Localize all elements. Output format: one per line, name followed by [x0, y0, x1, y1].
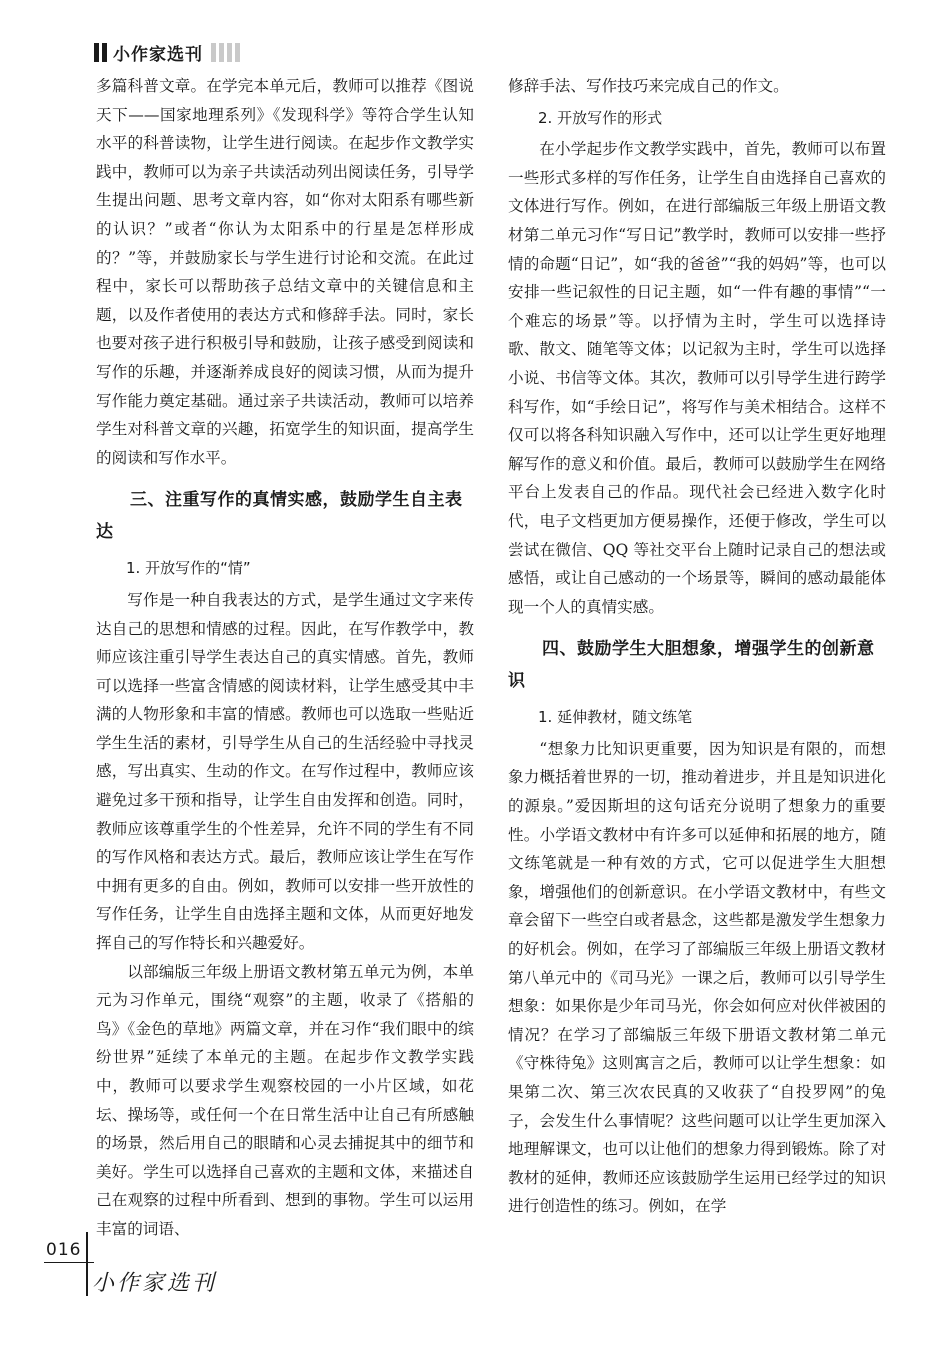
- subsection-heading: 2. 开放写作的形式: [538, 108, 663, 127]
- footer-divider: [86, 1232, 88, 1296]
- body-paragraph: 以部编版三年级上册语文教材第五单元为例，本单元为习作单元，围绕“观察”的主题，收录了《搭船的鸟》《金色的草地》两篇文章，并在习作“我们眼中的缤纷世界”延续了本单元的主题。在起步作文教学实践中，教师可以要求学生观察校园的一小片区域，如花坛、操场等，或任何一个在日常生活中让自己有所感触的场景，然后用自己的眼睛和心灵去捕捉其中的细节和美好。学生可以选择自己喜欢的主题和文体，来描述自己在观察的过程中所看到、想到的事物。学生可以运用丰富的词语、: [96, 962, 474, 1238]
- section-heading: 四、鼓励学生大胆想象，增强学生的创新意识: [508, 639, 875, 692]
- body-paragraph: 写作是一种自我表达的方式，是学生通过文字来传达自己的思想和情感的过程。因此，在写作教学中，教师应该注重引导学生表达自己的真实情感。首先，教师可以选择一些富含情感的阅读材料，让学生感受其中丰满的人物形象和丰富的情感。教师也可以选取一些贴近学生生活的素材，引导学生从自己的生活经验中寻找灵感，写出真实、生动的作文。在写作过程中，教师应该避免过多干预和指导，让学生自由发挥和创造。同时，教师应该尊重学生的个性差异，允许不同的学生有不同的写作风格和表达方式。最后，教师应该让学生在写作中拥有更多的自由。例如，教师可以安排一些开放性的写作任务，让学生自由选择主题和文体，从而更好地发挥自己的写作特长和兴趣爱好。: [96, 590, 474, 953]
- subsection-heading: 1. 延伸教材，随文练笔: [538, 708, 693, 727]
- body-paragraph: 在小学起步作文教学实践中，首先，教师可以布置一些形式多样的写作任务，让学生自由选择自己喜欢的文体进行写作。例如，在进行部编版三年级上册语文教材第二单元习作“写日记”教学时，教师可以安排一些抒情的命题“日记”，如“我的爸爸”“我的妈妈”等，也可以安排一些记叙性的日记主题，如“一件有趣的事情”“一个难忘的场景”等。以抒情为主时，学生可以选择诗歌、散文、随笔等文体；以记叙为主时，学生可以选择小说、书信等文体。其次，教师可以引导学生进行跨学科写作，如“手绘日记”，将写作与美术相结合。这样不仅可以将各科知识融入写作中，还可以让学生更好地理解写作的意义和价值。最后，教师可以鼓励学生在网络平台上发表自己的作品。现代社会已经进入数字化时代，电子文档更加方便易操作，还便于修改，学生可以尝试在微信、QQ 等社交平台上随时记录自己的想法或感悟，或让自己感动的一个场景等，瞬间的感动最能体现一个人的真情实感。: [508, 140, 886, 616]
- header-bars-right: [211, 43, 240, 62]
- left-column: [96, 72, 474, 1244]
- journal-title: 小作家选刊: [113, 44, 203, 65]
- footer-logo: 小作家选刊: [92, 1271, 218, 1296]
- header-bars-left: [94, 43, 107, 62]
- body-paragraph: “想象力比知识更重要，因为知识是有限的，而想象力概括着世界的一切，推动着进步，并且是知识进化的源泉。”爱因斯坦的这句话充分说明了想象力的重要性。小学语文教材中有许多可以延伸和拓展的地方，随文练笔就是一种有效的方式，它可以促进学生大胆想象，增强他们的创新意识。在小学语文教材中，有些文章会留下一些空白或者悬念，这些都是激发学生想象力的好机会。例如，在学习了部编版三年级上册语文教材第八单元中的《司马光》一课之后，教师可以引导学生想象：如果你是少年司马光，你会如何应对伙伴被困的情况？在学习了部编版三年级下册语文教材第二单元《守株待兔》这则寓言之后，教师可以让学生想象：如果第二次、第三次农民真的又收获了“自投罗网”的兔子，会发生什么事情呢？这些问题可以让学生更加深入地理解课文，也可以让他们的想象力得到锻炼。除了对教材的延伸，教师还应该鼓励学生运用已经学过的知识进行创造性的练习。例如，在学: [508, 739, 886, 1216]
- page-number: 016: [46, 1240, 82, 1260]
- running-header: [94, 40, 240, 64]
- body-paragraph: 多篇科普文章。在学完本单元后，教师可以推荐《图说天下——国家地理系列》《发现科学》等符合学生认知水平的科普读物，让学生进行阅读。在起步作文教学实践中，教师可以为亲子共读活动列出阅读任务，引导学生提出问题、思考文章内容，如“你对太阳系有哪些新的认识？”或者“你认为太阳系中的行星是怎样形成的？”等，并鼓励家长与学生进行讨论和交流。在此过程中，家长可以帮助孩子总结文章中的关键信息和主题，以及作者使用的表达方式和修辞手法。同时，家长也要对孩子进行积极引导和鼓励，让孩子感受到阅读和写作的乐趣，并逐渐养成良好的阅读习惯，从而为提升写作能力奠定基础。通过亲子共读活动，教师可以培养学生对科普文章的兴趣，拓宽学生的知识面，提高学生的阅读和写作水平。: [96, 77, 474, 467]
- subsection-heading: 1. 开放写作的“情”: [126, 559, 251, 578]
- body-paragraph: 修辞手法、写作技巧来完成自己的作文。: [508, 77, 789, 95]
- right-column: [508, 72, 886, 1221]
- section-heading: 三、注重写作的真情实感，鼓励学生自主表达: [96, 490, 463, 543]
